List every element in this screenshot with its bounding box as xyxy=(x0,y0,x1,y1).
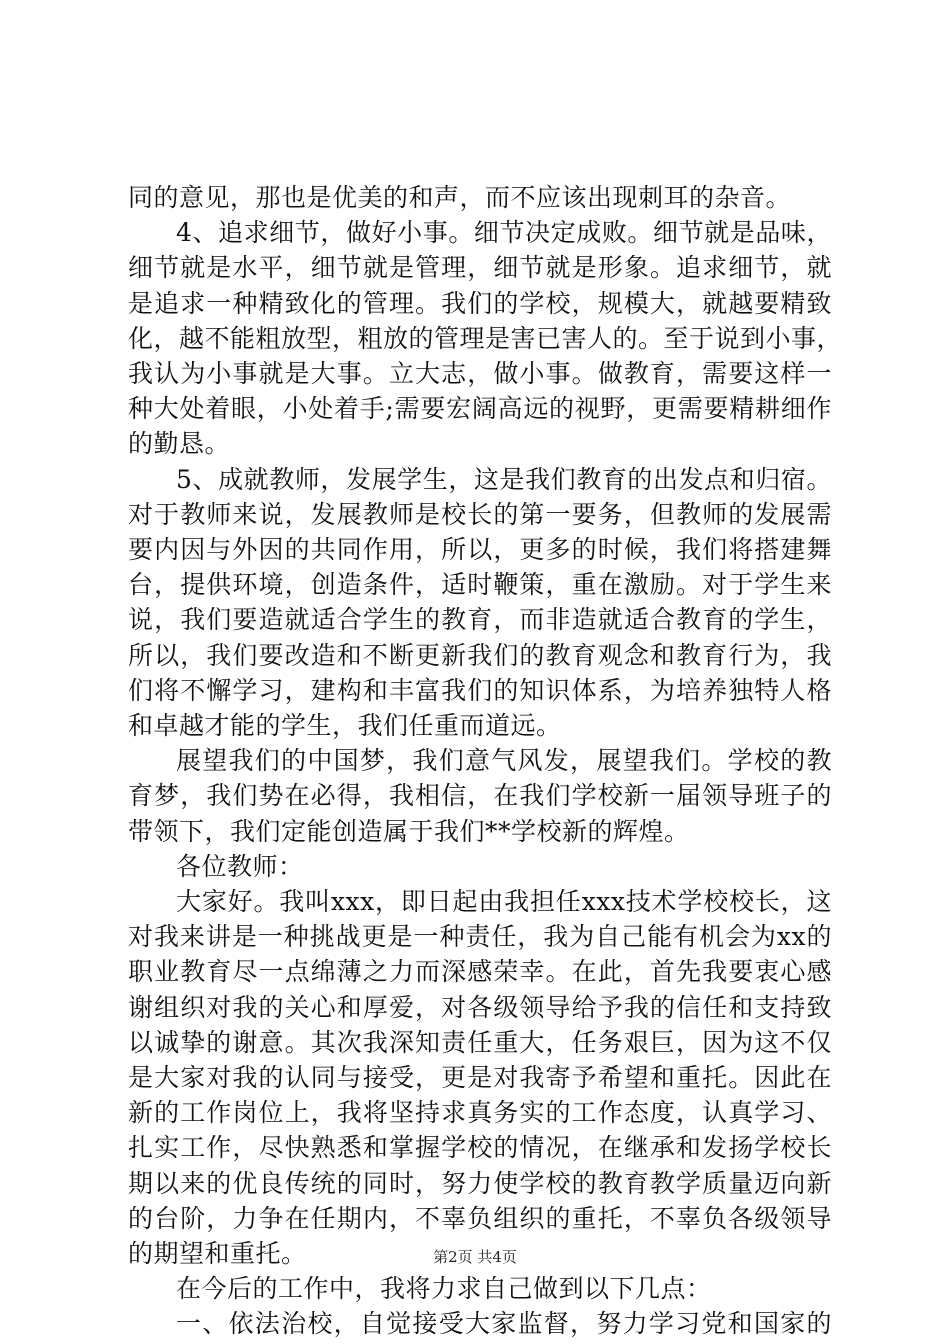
text-line: 在今后的工作中，我将力求自己做到以下几点： xyxy=(176,1274,712,1304)
text-line: 说，我们要造就适合学生的教育，而非造就适合教育的学生， xyxy=(128,605,832,635)
text-line: 职业教育尽一点绵薄之力而深感荣幸。在此，首先我要衷心感 xyxy=(128,957,832,987)
text-line: 我认为小事就是大事。立大志，做小事。做教育，需要这样一 xyxy=(128,359,832,388)
text-line: 谢组织对我的关心和厚爱，对各级领导给予我的信任和支持致 xyxy=(128,992,832,1022)
text-line: 扎实工作，尽快熟悉和掌握学校的情况，在继承和发扬学校长 xyxy=(128,1133,832,1163)
text-line: 期以来的优良传统的同时，努力使学校的教育教学质量迈向新 xyxy=(128,1168,832,1198)
text-line: 4、追求细节，做好小事。细节决定成败。细节就是品味， xyxy=(176,218,832,248)
text-line: 们将不懈学习，建构和丰富我们的知识体系，为培养独特人格 xyxy=(128,675,832,705)
text-line: 要内因与外因的共同作用，所以，更多的时候，我们将搭建舞 xyxy=(128,535,832,564)
text-line: 新的工作岗位上，我将坚持求真务实的工作态度，认真学习、 xyxy=(128,1098,832,1128)
text-line: 带领下，我们定能创造属于我们**学校新的辉煌。 xyxy=(128,816,690,846)
text-line: 同的意见，那也是优美的和声，而不应该出现刺耳的杂音。 xyxy=(128,183,792,212)
text-line: 以诚挚的谢意。其次我深知责任重大，任务艰巨，因为这不仅 xyxy=(128,1027,832,1057)
text-line: 所以，我们要改造和不断更新我们的教育观念和教育行为，我 xyxy=(128,640,832,670)
text-line: 大家好。我叫xxx，即日起由我担任xxx技术学校校长，这 xyxy=(176,887,832,916)
text-line: 是大家对我的认同与接受，更是对我寄予希望和重托。因此在 xyxy=(128,1063,832,1092)
text-line: 是追求一种精致化的管理。我们的学校，规模大，就越要精致 xyxy=(128,288,832,318)
page-footer: 第2页 共4页 xyxy=(433,1248,517,1266)
text-line: 种大处着眼，小处着手;需要宏阔高远的视野，更需要精耕细作 xyxy=(128,394,832,424)
text-line: 5、成就教师，发展学生，这是我们教育的出发点和归宿。 xyxy=(176,464,832,494)
text-line: 对我来讲是一种挑战更是一种责任，我为自己能有机会为xx的 xyxy=(128,922,832,952)
text-line: 展望我们的中国梦，我们意气风发，展望我们。学校的教 xyxy=(176,746,832,776)
text-line: 一、依法治校，自觉接受大家监督，努力学习党和国家的 xyxy=(176,1309,832,1339)
text-line: 细节就是水平，细节就是管理，细节就是形象。追求细节，就 xyxy=(128,253,832,283)
text-line: 的勤恳。 xyxy=(128,429,231,459)
text-line: 台，提供环境，创造条件，适时鞭策，重在激励。对于学生来 xyxy=(128,570,832,600)
text-line: 育梦，我们势在必得，我相信，在我们学校新一届领导班子的 xyxy=(128,781,832,811)
text-line: 化，越不能粗放型，粗放的管理是害已害人的。至于说到小事， xyxy=(128,323,843,353)
text-line: 的期望和重托。 xyxy=(128,1239,307,1268)
text-line: 的台阶，力争在任期内，不辜负组织的重托，不辜负各级领导 xyxy=(128,1203,832,1233)
text-line: 对于教师来说，发展教师是校长的第一要务，但教师的发展需 xyxy=(128,499,832,529)
text-line: 各位教师： xyxy=(176,851,304,881)
text-line: 和卓越才能的学生，我们任重而道远。 xyxy=(128,711,562,740)
